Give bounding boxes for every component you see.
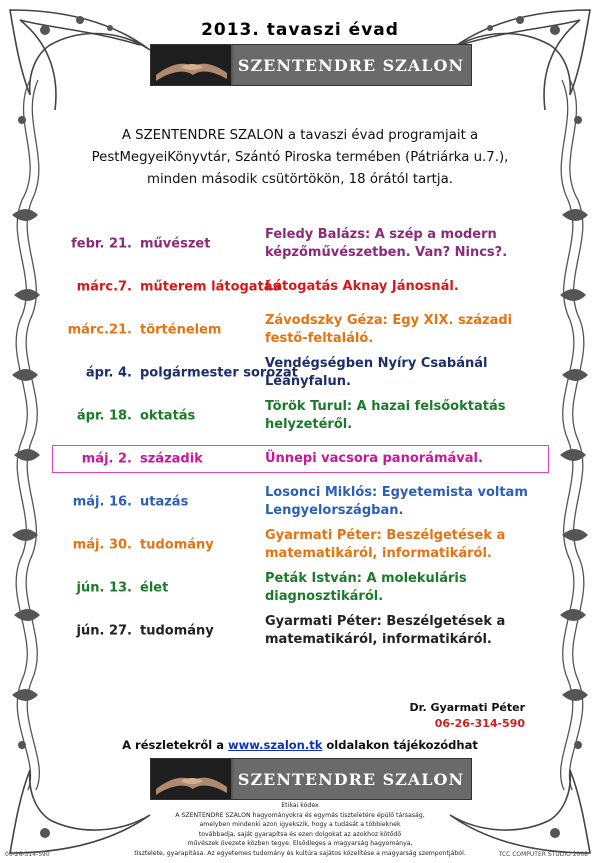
event-date: márc.7. bbox=[76, 279, 132, 294]
schedule-row bbox=[50, 523, 550, 566]
contact-phone: 06-26-314-590 bbox=[434, 717, 525, 730]
event-topic: élet bbox=[140, 580, 169, 595]
event-title: Závodszky Géza: Egy XIX. századi festő-feltaláló. bbox=[265, 312, 513, 346]
header-banner bbox=[150, 44, 472, 86]
details-after: oldalakon tájékozódhat bbox=[322, 738, 478, 752]
ethics-codex bbox=[130, 801, 470, 858]
intro-line-3: minden második csütörtökön, 18 órától tartja. bbox=[147, 172, 453, 187]
event-title: Losonci Miklós: Egyetemista voltam Lengyelországban. bbox=[265, 484, 528, 518]
banner-title: SZENTENDRE SZALON bbox=[237, 55, 465, 75]
event-date: márc.21. bbox=[67, 322, 132, 337]
contact-block bbox=[410, 700, 525, 732]
details-line bbox=[0, 738, 600, 752]
event-title: Peták István: A molekuláris diagnosztikáról. bbox=[265, 570, 467, 604]
schedule-row bbox=[50, 566, 550, 609]
schedule-row bbox=[50, 351, 550, 394]
event-date: máj. 2. bbox=[81, 451, 132, 466]
schedule-table bbox=[50, 222, 550, 652]
event-topic: polgármester sorozat bbox=[140, 365, 298, 380]
website-link[interactable]: www.szalon.tk bbox=[228, 738, 323, 752]
event-title: Ünnepi vacsora panorámával. bbox=[265, 450, 483, 466]
schedule-row bbox=[50, 265, 550, 308]
schedule-row bbox=[50, 609, 550, 652]
page-title: 2013. tavaszi évad bbox=[201, 20, 399, 40]
handshake-icon bbox=[151, 45, 231, 85]
intro-text bbox=[85, 125, 515, 191]
codex-line: továbbadja, saját gyarapítsa és ezen dolgokat az azokhoz kötődő bbox=[198, 830, 402, 838]
schedule-row bbox=[50, 394, 550, 437]
intro-line-1: A SZENTENDRE SZALON a tavaszi évad programjait a bbox=[121, 128, 479, 143]
schedule-row bbox=[50, 308, 550, 351]
event-topic: műterem látogatás bbox=[140, 279, 281, 294]
event-date: febr. 21. bbox=[71, 236, 132, 251]
footer-banner bbox=[150, 758, 472, 800]
event-topic: oktatás bbox=[140, 408, 196, 423]
event-topic: századik bbox=[140, 451, 203, 466]
event-date: máj. 30. bbox=[72, 537, 132, 552]
event-topic: utazás bbox=[140, 494, 189, 509]
event-date: jún. 27. bbox=[76, 623, 132, 638]
schedule-row bbox=[50, 480, 550, 523]
event-title: Vendégségben Nyíry Csabánál Leányfalun. bbox=[265, 355, 488, 389]
codex-line: A SZENTENDRE SZALON hagyományokra és egymás tiszteletére épülő társaság, bbox=[175, 811, 425, 819]
event-date: jún. 13. bbox=[76, 580, 132, 595]
event-date: máj. 16. bbox=[72, 494, 132, 509]
event-title: Feledy Balázs: A szép a modern képzőművészetben. Van? Nincs?. bbox=[265, 226, 508, 260]
codex-heading: Etikai kódex bbox=[281, 802, 319, 809]
event-date: ápr. 18. bbox=[76, 408, 132, 423]
event-title: Gyarmati Péter: Beszélgetések a matematikáról, informatikáról. bbox=[265, 613, 506, 647]
event-title: Gyarmati Péter: Beszélgetések a matematikáról, informatikáról. bbox=[265, 527, 506, 561]
codex-line: tisztelete, gyarapítása. Az egyetemes tudomány és kultúra sajátos közelítése a magyarság szempontjából. bbox=[134, 849, 466, 857]
handshake-icon bbox=[151, 759, 231, 799]
footer-credit: TCC COMPUTER STUDIO 2008 bbox=[498, 851, 588, 858]
event-topic: történelem bbox=[140, 322, 222, 337]
event-title: Látogatás Aknay Jánosnál. bbox=[265, 278, 459, 294]
event-date: ápr. 4. bbox=[85, 365, 132, 380]
schedule-row bbox=[50, 222, 550, 265]
event-topic: tudomány bbox=[140, 623, 214, 638]
event-topic: tudomány bbox=[140, 537, 214, 552]
codex-line: amelyben mindenki azon igyekszik, hogy a tudását a többieknek bbox=[199, 821, 401, 828]
event-title: Török Turul: A hazai felsőoktatás helyzetéről. bbox=[265, 398, 506, 432]
footer-phone: 06-26-314-590 bbox=[5, 851, 50, 858]
event-topic: művészet bbox=[140, 236, 211, 251]
intro-line-2: PestMegyeiKönyvtár, Szántó Piroska termében (Pátriárka u.7.), bbox=[91, 150, 509, 165]
banner-title: SZENTENDRE SZALON bbox=[237, 769, 465, 789]
schedule-row-highlighted bbox=[50, 437, 550, 480]
contact-name: Dr. Gyarmati Péter bbox=[409, 701, 525, 714]
codex-line: művészek övezete közben tegye. Elsődleges a magyarság hagyománya, bbox=[187, 840, 413, 847]
details-before: A részletekről a bbox=[122, 738, 229, 752]
